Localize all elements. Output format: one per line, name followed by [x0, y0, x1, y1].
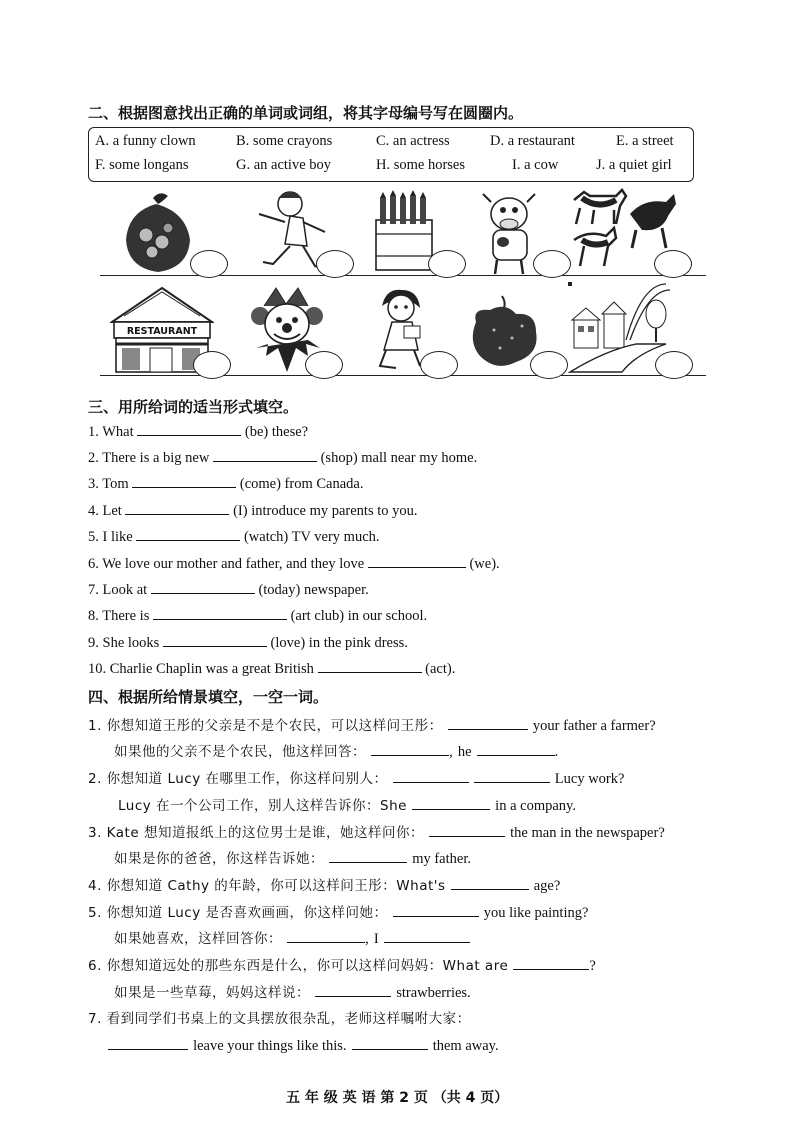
s4-q1-line2: 如果他的父亲不是个农民，他这样回答： , he . — [114, 744, 559, 760]
s4-q3-blank-2[interactable] — [329, 850, 407, 863]
s4-q5-blank-3[interactable] — [384, 930, 470, 943]
s4-q1-blank-2[interactable] — [371, 743, 449, 756]
s3-item-4: 4. Let (I) introduce my parents to you. — [88, 503, 418, 519]
s3-item-2: 2. There is a big new (shop) mall near my home. — [88, 450, 478, 466]
s4-q7-line2: leave your things like this. them away. — [108, 1035, 499, 1055]
option-c: C. an actress — [376, 133, 450, 149]
s3-blank-9[interactable] — [163, 634, 267, 647]
s3-item-8: 8. There is (art club) in our school. — [88, 608, 428, 624]
s4-q2-blank-3[interactable] — [412, 797, 490, 810]
s3-blank-8[interactable] — [153, 607, 287, 620]
s3-blank-5[interactable] — [136, 528, 240, 541]
answer-circle-7[interactable] — [305, 351, 343, 379]
s4-q5-blank-2[interactable] — [287, 930, 365, 943]
option-j: J. a quiet girl — [596, 157, 672, 173]
answer-circle-2[interactable] — [316, 250, 354, 278]
option-g: G. an active boy — [236, 157, 332, 173]
s3-blank-1[interactable] — [137, 423, 241, 436]
s3-blank-4[interactable] — [125, 502, 229, 515]
s3-item-1: 1. What (be) these? — [88, 424, 309, 440]
section-3-title: 三、用所给词的适当形式填空。 — [88, 398, 299, 416]
s4-q6-blank-2[interactable] — [315, 984, 391, 997]
s3-blank-6[interactable] — [368, 555, 466, 568]
s4-q2-blank-2[interactable] — [474, 770, 550, 783]
s4-q4-blank-1[interactable] — [451, 877, 529, 890]
s4-q3-line2: 如果是你的爸爸，你这样告诉她： my father. — [114, 851, 471, 867]
s4-q2-line2: Lucy 在一个公司工作，别人这样告诉你：She in a company. — [118, 798, 576, 814]
s4-q6-blank-1[interactable] — [513, 957, 589, 970]
section-4-title: 四、根据所给情景填空，一空一词。 — [88, 688, 329, 706]
s4-q6-line1: 6. 你想知道远处的那些东西是什么，你可以这样问妈妈：What are ? — [88, 958, 596, 974]
page-footer: 五 年 级 英 语 第 2 页 （共 4 页） — [286, 1090, 509, 1106]
s4-q1-blank-3[interactable] — [477, 743, 555, 756]
answer-circle-1[interactable] — [190, 250, 228, 278]
s3-item-9: 9. She looks (love) in the pink dress. — [88, 635, 408, 651]
s4-q1-blank-1[interactable] — [448, 717, 528, 730]
option-e: E. a street — [616, 133, 674, 149]
s4-q1-line1: 1. 你想知道王彤的父亲是不是个农民，可以这样问王彤： your father a farmer? — [88, 718, 656, 734]
option-d: D. a restaurant — [490, 133, 575, 149]
s3-blank-2[interactable] — [213, 449, 317, 462]
section-2-title: 二、根据图意找出正确的单词或词组，将其字母编号写在圆圈内。 — [88, 104, 524, 122]
s4-q5-blank-1[interactable] — [393, 904, 479, 917]
option-f: F. some longans — [95, 157, 189, 173]
answer-circle-5[interactable] — [654, 250, 692, 278]
s3-blank-3[interactable] — [132, 475, 236, 488]
s4-q3-line1: 3. Kate 想知道报纸上的这位男士是谁，她这样问你： the man in the newspaper? — [88, 825, 665, 841]
s4-q5-line1: 5. 你想知道 Lucy 是否喜欢画画，你这样问她： you like painting? — [88, 905, 589, 921]
picture-row-1-baseline — [100, 275, 706, 276]
s4-q7-blank-1[interactable] — [108, 1037, 188, 1050]
picture-row-2-baseline — [100, 375, 706, 376]
restaurant-sign-text: RESTAURANT — [126, 326, 198, 337]
answer-circle-4[interactable] — [533, 250, 571, 278]
s3-item-10: 10. Charlie Chaplin was a great British (act). — [88, 661, 456, 677]
answer-circle-8[interactable] — [420, 351, 458, 379]
s4-q3-blank-1[interactable] — [429, 824, 505, 837]
longans-picture — [118, 190, 198, 275]
answer-circle-9[interactable] — [530, 351, 568, 379]
option-a: A. a funny clown — [95, 133, 196, 149]
s4-q2-line1: 2. 你想知道 Lucy 在哪里工作，你这样问别人： Lucy work? — [88, 771, 625, 787]
s3-blank-10[interactable] — [318, 660, 422, 673]
answer-circle-3[interactable] — [428, 250, 466, 278]
option-b: B. some crayons — [236, 133, 333, 149]
option-i: I. a cow — [512, 157, 559, 173]
answer-circle-6[interactable] — [193, 351, 231, 379]
option-h: H. some horses — [376, 157, 466, 173]
s4-q7-line1: 7. 看到同学们书桌上的文具摆放很杂乱，老师这样嘱咐大家： — [88, 1011, 471, 1027]
s3-item-3: 3. Tom (come) from Canada. — [88, 476, 364, 492]
s4-q4-line1: 4. 你想知道 Cathy 的年龄，你可以这样问王彤：What's age? — [88, 878, 561, 894]
s4-q7-blank-2[interactable] — [352, 1037, 428, 1050]
s3-item-6: 6. We love our mother and father, and they love (we). — [88, 556, 500, 572]
s3-item-7: 7. Look at (today) newspaper. — [88, 582, 369, 598]
s4-q6-line2: 如果是一些草莓，妈妈这样说： strawberries. — [114, 985, 471, 1001]
answer-circle-10[interactable] — [655, 351, 693, 379]
s3-blank-7[interactable] — [151, 581, 255, 594]
s4-q2-blank-1[interactable] — [393, 770, 469, 783]
s4-q5-line2: 如果她喜欢，这样回答你： , I — [114, 927, 470, 948]
s3-item-5: 5. I like (watch) TV very much. — [88, 529, 380, 545]
